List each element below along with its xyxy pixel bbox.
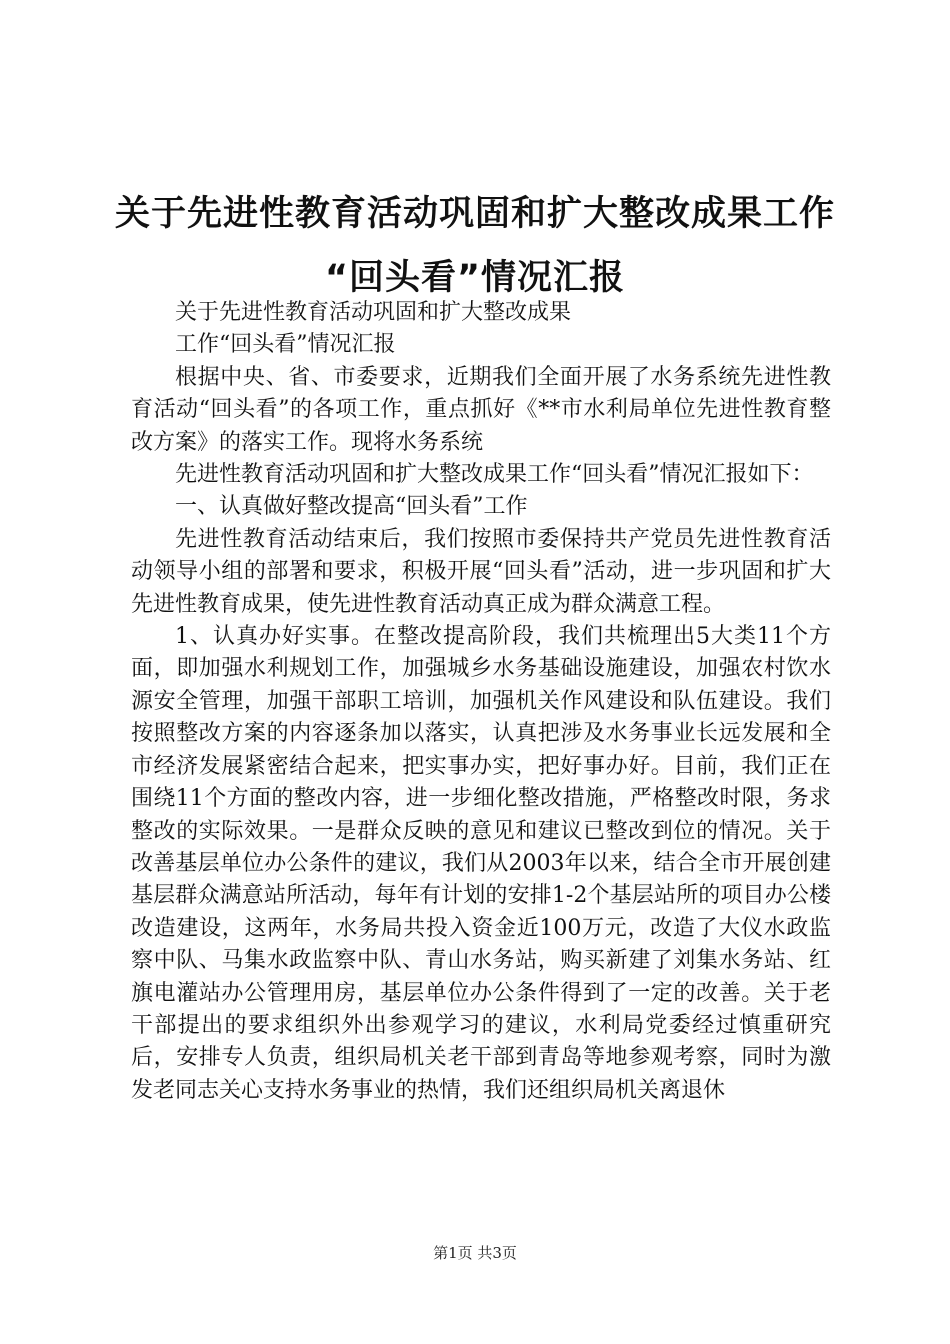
subtitle-line-1: 关于先进性教育活动巩固和扩大整改成果 [175, 300, 572, 325]
paragraph-section-1: 先进性教育活动结束后，我们按照市委保持共产党员先进性教育活动领导小组的部署和要求，积极开展“回头看”活动，进一步巩固和扩大先进性教育成果，使先进性教育活动真正成为群众满意工程。 [131, 526, 831, 617]
document-body [131, 297, 831, 1107]
paragraph-intro: 根据中央、省、市委要求，近期我们全面开展了水务系统先进性教育活动“回头看”的各项工作，重点抓好《**市水利局单位先进性教育整改方案》的落实工作。现将水务系统 [131, 364, 831, 455]
page-number-footer: 第1页 共3页 [433, 1244, 517, 1262]
paragraph-intro-continued: 先进性教育活动巩固和扩大整改成果工作“回头看”情况汇报如下： [175, 462, 814, 488]
subtitle-line-2: 工作“回头看”情况汇报 [175, 332, 396, 358]
document-title [0, 182, 950, 310]
title-line-1: 关于先进性教育活动巩固和扩大整改成果工作 [114, 194, 835, 234]
title-line-2: “回头看”情况汇报 [324, 258, 625, 298]
section-heading-1: 一、认真做好整改提高“回头看”工作 [175, 494, 528, 520]
paragraph-item-1: 1、认真办好实事。在整改提高阶段，我们共梳理出5大类11个方面，即加强水利规划工作，加强城乡水务基础设施建设，加强农村饮水源安全管理，加强干部职工培训，加强机关作风建设和队伍建设。我们按照整改方案的内容逐条加以落实，认真把涉及水务事业长远发展和全市经济发展紧密结合起来，把实事办实，把好事办好。目前，我们正在围绕11个方面的整改内容，进一步细化整改措施，严格整改时限，务求整改的实际效果。一是群众反映的意见和建议已整改到位的情况。关于改善基层单位办公条件的建议，我们从2003年以来，结合全市开展创建基层群众满意站所活动，每年有计划的安排1-2个基层站所的项目办公楼改造建设，这两年，水务局共投入资金近100万元，改造了大仪水政监察中队、马集水政监察中队、青山水务站，购买新建了刘集水务站、红旗电灌站办公管理用房，基层单位办公条件得到了一定的改善。关于老干部提出的要求组织外出参观学习的建议，水利局党委经过慎重研究后，安排专人负责，组织局机关老干部到青岛等地参观考察，同时为激发老同志关心支持水务事业的热情，我们还组织局机关离退休 [131, 624, 831, 1103]
